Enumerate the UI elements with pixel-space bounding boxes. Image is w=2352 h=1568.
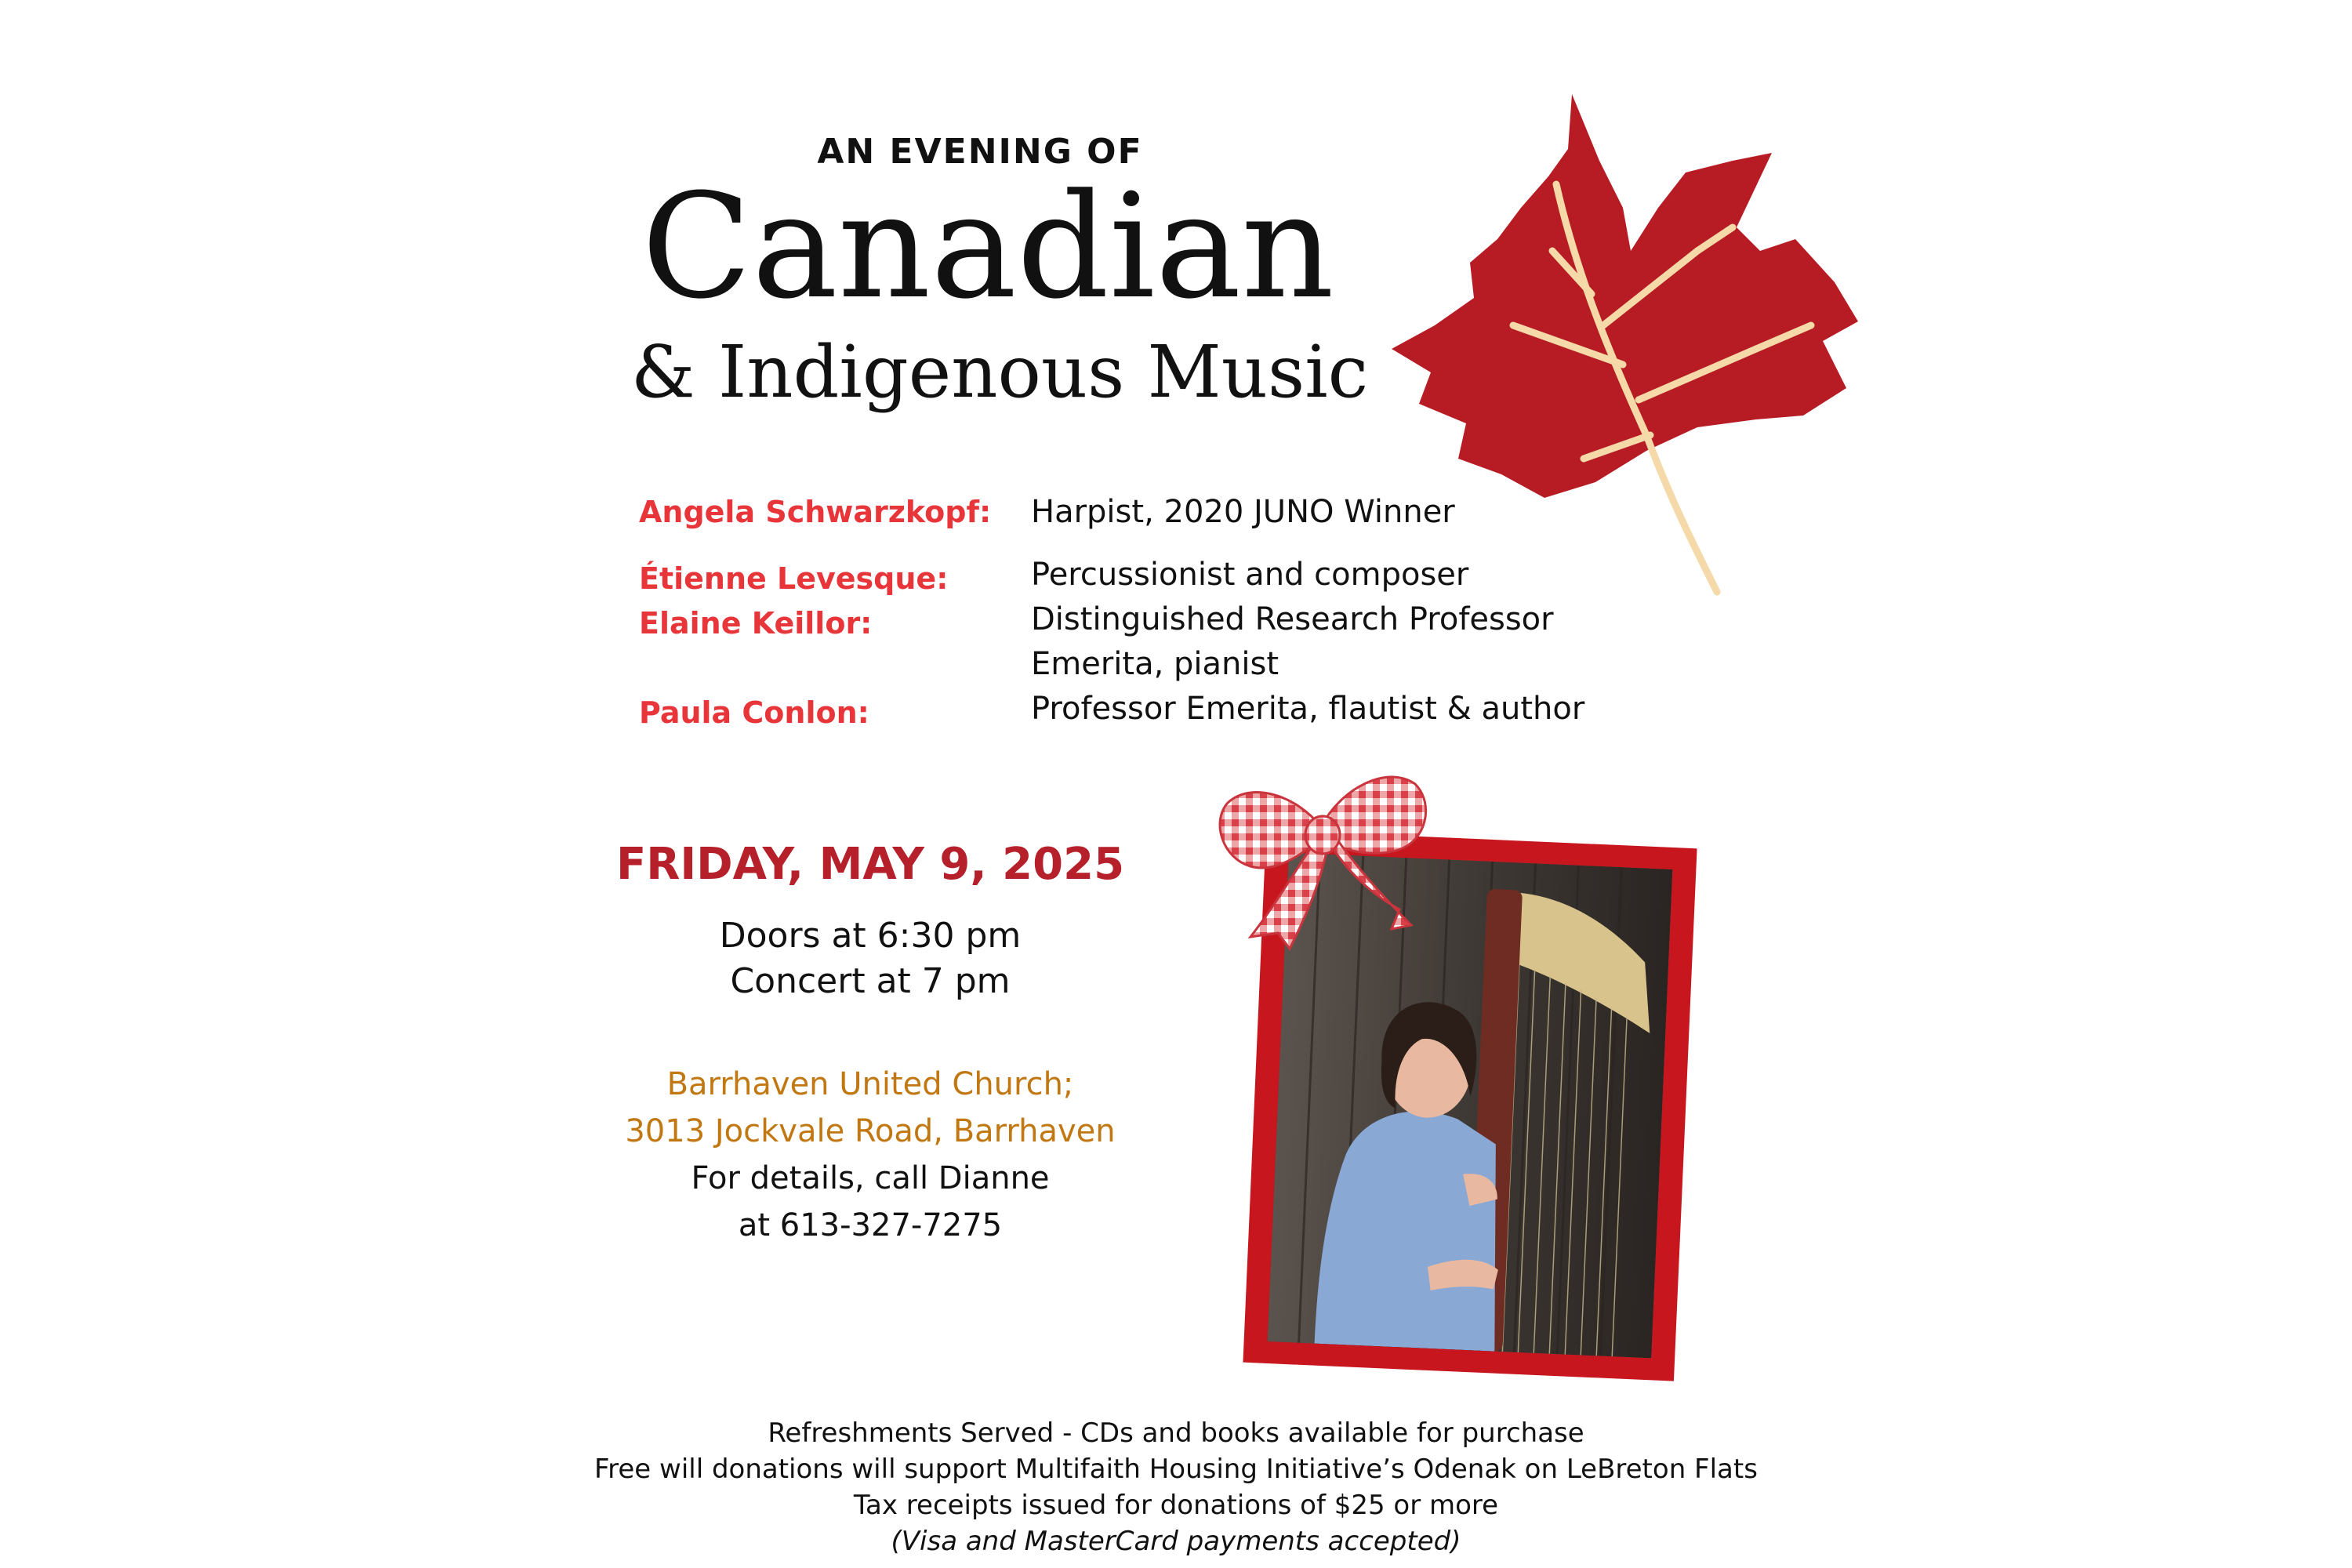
performer-name: Paula Conlon: bbox=[639, 695, 869, 730]
concert-time: Concert at 7 pm bbox=[730, 961, 1011, 1001]
footer-refreshments: Refreshments Served - CDs and books available for purchase bbox=[768, 1417, 1584, 1449]
venue-address: 3013 Jockvale Road, Barrhaven bbox=[625, 1113, 1116, 1149]
performer-name: Angela Schwarzkopf: bbox=[639, 495, 992, 529]
performer-role: Emerita, pianist bbox=[1031, 646, 1279, 682]
contact-line: For details, call Dianne bbox=[691, 1160, 1050, 1196]
gingham-bow-icon bbox=[1203, 749, 1439, 953]
footer-donations: Free will donations will support Multifaith Housing Initiative’s Odenak on LeBreton Flats bbox=[594, 1454, 1758, 1485]
maple-leaf-icon bbox=[1388, 90, 1874, 600]
doors-time: Doors at 6:30 pm bbox=[719, 916, 1022, 956]
venue-name: Barrhaven United Church; bbox=[666, 1066, 1074, 1102]
performer-role: Professor Emerita, flautist & author bbox=[1031, 691, 1585, 727]
footer-tax-receipts: Tax receipts issued for donations of $25 or more bbox=[853, 1490, 1499, 1521]
page-title: Canadian bbox=[641, 163, 1334, 331]
title-kicker: AN EVENING OF bbox=[817, 132, 1143, 172]
performer-role: Percussionist and composer bbox=[1031, 557, 1469, 593]
performer-name: Étienne Levesque: bbox=[639, 561, 949, 596]
contact-phone: at 613-327-7275 bbox=[738, 1207, 1003, 1243]
performer-role: Harpist, 2020 JUNO Winner bbox=[1031, 494, 1455, 530]
performer-role: Distinguished Research Professor bbox=[1031, 601, 1554, 637]
page-subtitle: & Indigenous Music bbox=[630, 330, 1369, 414]
performer-name: Elaine Keillor: bbox=[639, 606, 873, 641]
footer-payments: (Visa and MasterCard payments accepted) bbox=[891, 1526, 1461, 1557]
event-date: FRIDAY, MAY 9, 2025 bbox=[615, 839, 1125, 890]
